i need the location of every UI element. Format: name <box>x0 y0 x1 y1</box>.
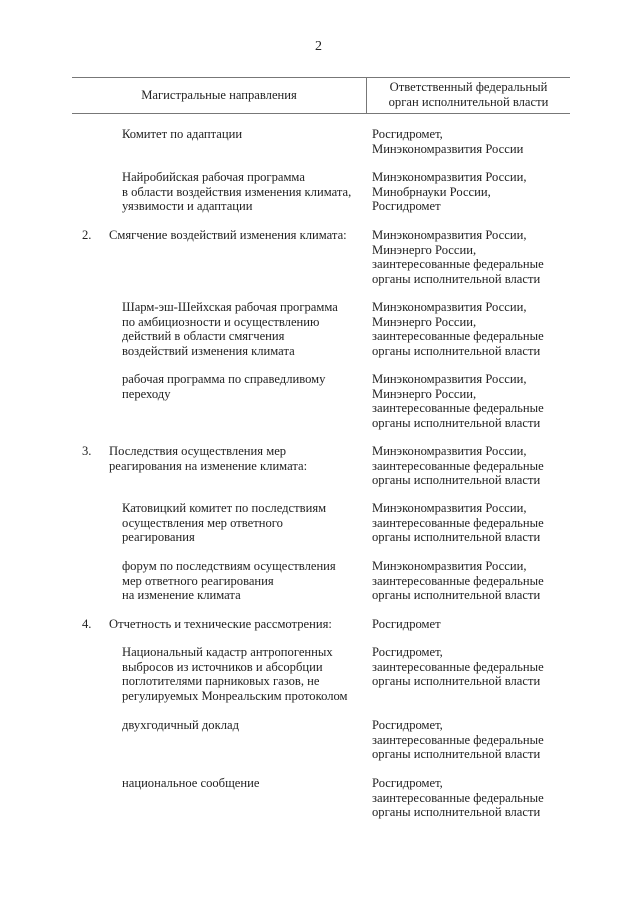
row-direction-heading: Отчетность и технические рассмотрения: <box>109 617 332 631</box>
row-responsible: Минэкономразвития России, Минэнерго России, заинтересованные федеральные органы исполнительной власти <box>372 372 544 430</box>
row-direction-subitem: национальное сообщение <box>122 776 260 790</box>
row-direction-subitem: форум по последствиям осуществления мер ответного реагирования на изменение климата <box>122 559 336 603</box>
row-direction-subitem: Национальный кадастр антропогенных выбросов из источников и абсорбции поглотителями парниковых газов, не регулируемых Монреальским протоколом <box>122 645 348 703</box>
row-responsible: Росгидромет <box>372 617 441 631</box>
row-direction-subitem: рабочая программа по справедливому переходу <box>122 372 326 401</box>
row-number: 4. <box>82 617 92 631</box>
row-responsible: Росгидромет, заинтересованные федеральные органы исполнительной власти <box>372 645 544 689</box>
row-responsible: Росгидромет, Минэкономразвития России <box>372 127 524 156</box>
row-responsible: Минэкономразвития России, Минэнерго России, заинтересованные федеральные органы исполнительной власти <box>372 300 544 358</box>
row-responsible: Росгидромет, заинтересованные федеральные органы исполнительной власти <box>372 776 544 820</box>
row-direction-heading: Последствия осуществления мер реагирования на изменение климата: <box>109 444 308 473</box>
row-responsible: Минэкономразвития России, Минобрнауки России, Росгидромет <box>372 170 527 214</box>
header-directions: Магистральные направления <box>141 88 297 102</box>
row-number: 2. <box>82 228 92 242</box>
row-responsible: Минэкономразвития России, заинтересованные федеральные органы исполнительной власти <box>372 444 544 488</box>
row-direction-subitem: Шарм-эш-Шейхская рабочая программа по амбициозности и осуществлению действий в области смягчения воздействий изменения климата <box>122 300 338 358</box>
row-responsible: Минэкономразвития России, заинтересованные федеральные органы исполнительной власти <box>372 559 544 603</box>
row-direction-subitem: Найробийская рабочая программа в области воздействия изменения климата, уязвимости и адаптации <box>122 170 352 214</box>
header-bottom-border <box>72 113 570 114</box>
row-direction-heading: Смягчение воздействий изменения климата: <box>109 228 347 242</box>
row-number: 3. <box>82 444 92 458</box>
row-direction-subitem: Катовицкий комитет по последствиям осуществления мер ответного реагирования <box>122 501 327 545</box>
header-responsible: Ответственный федеральный орган исполнительной власти <box>388 80 549 109</box>
page-number: 2 <box>315 39 322 54</box>
row-responsible: Росгидромет, заинтересованные федеральные органы исполнительной власти <box>372 718 544 762</box>
row-direction-subitem: двухгодичный доклад <box>122 718 239 732</box>
row-direction-subitem: Комитет по адаптации <box>122 127 243 141</box>
row-responsible: Минэкономразвития России, заинтересованные федеральные органы исполнительной власти <box>372 501 544 545</box>
table-top-border <box>72 77 570 78</box>
row-responsible: Минэкономразвития России, Минэнерго России, заинтересованные федеральные органы исполнительной власти <box>372 228 544 286</box>
